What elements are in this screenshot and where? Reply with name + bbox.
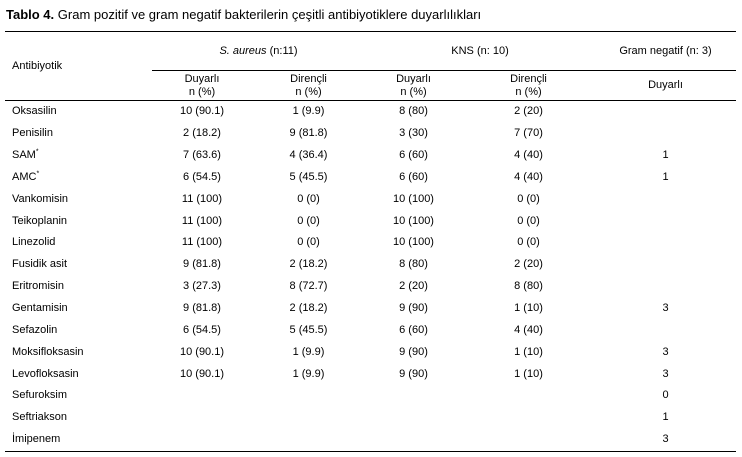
subheader-kns-sensitive-label: Duyarlı [396, 72, 431, 85]
cell-sa-r: 1 (9.9) [292, 367, 325, 380]
antibiotic-name-text: Sefuroksim [12, 389, 68, 402]
antibiotic-name [5, 101, 152, 123]
table-row [5, 385, 736, 407]
subheader-kns-resistant-label: Dirençli [510, 72, 547, 85]
cell-kns-r: 2 (20) [514, 258, 543, 271]
antibiotic-name-text: Gentamisin [12, 302, 68, 315]
cell-gn [595, 210, 736, 232]
footnote-mark: * [36, 170, 40, 178]
cell-sa-r: 0 (0) [297, 214, 320, 227]
antibiotic-name-text: Oksasilin [12, 105, 57, 118]
cell-sa-r: 2 (18.2) [289, 302, 328, 315]
footnote-mark: * [35, 148, 39, 156]
caption-text: Gram pozitif ve gram negatif bakterilerin çeşitli antibiyotiklere duyarlılıkları [54, 7, 482, 22]
cell-sa-r [252, 429, 365, 451]
antibiotic-name [5, 254, 152, 276]
antibiotic-name-text: İmipenem [12, 433, 61, 446]
table-row [5, 407, 736, 429]
cell-gn: 3 [662, 345, 669, 358]
antibiotic-name-text: Linezolid [12, 236, 56, 249]
cell-kns-s: 6 (60) [399, 170, 428, 183]
table-row [5, 210, 736, 232]
antibiotic-name [5, 407, 152, 429]
antibiotic-name [5, 319, 152, 341]
cell-kns-s: 10 (100) [393, 192, 434, 205]
cell-kns-s: 6 (60) [399, 149, 428, 162]
cell-gn [595, 319, 736, 341]
subheader-sa-resistant-unit: n (%) [295, 85, 322, 98]
cell-gn: 0 [662, 389, 669, 402]
cell-kns-r: 1 (10) [514, 367, 543, 380]
cell-kns-s [365, 385, 462, 407]
cell-gn: 3 [662, 433, 669, 446]
cell-kns-r: 4 (40) [514, 149, 543, 162]
cell-kns-s: 8 (80) [399, 105, 428, 118]
cell-sa-r: 1 (9.9) [292, 345, 325, 358]
cell-sa-s [152, 429, 252, 451]
table-row [5, 167, 736, 189]
cell-gn [595, 101, 736, 123]
subheader-sa-sensitive [152, 71, 252, 101]
cell-sa-s: 11 (100) [181, 214, 223, 227]
table-row [5, 429, 736, 451]
antibiotic-name-text: Vankomisin [12, 192, 69, 205]
subheader-sa-sensitive-label: Duyarlı [184, 72, 220, 85]
cell-sa-r: 0 (0) [297, 192, 320, 205]
cell-sa-s [152, 407, 252, 429]
cell-gn: 3 [662, 367, 669, 380]
cell-kns-r: 4 (40) [514, 170, 543, 183]
cell-sa-r: 1 (9.9) [292, 105, 325, 118]
cell-kns-r: 0 (0) [517, 236, 540, 249]
cell-kns-r: 1 (10) [514, 302, 543, 315]
cell-sa-r: 2 (18.2) [289, 258, 328, 271]
subheader-kns-resistant [462, 71, 595, 101]
cell-gn: 1 [662, 411, 669, 424]
antibiotic-name [5, 123, 152, 145]
cell-sa-r: 0 (0) [297, 236, 320, 249]
cell-kns-r [462, 407, 595, 429]
cell-sa-s: 11 (100) [181, 236, 223, 249]
header-antibiotic: Antibiyotik [12, 59, 63, 72]
cell-kns-r: 8 (80) [514, 280, 543, 293]
cell-sa-s: 3 (27.3) [183, 280, 221, 293]
antibiotic-name-text: AMC [12, 170, 37, 183]
cell-kns-s [365, 407, 462, 429]
cell-sa-s: 9 (81.8) [183, 258, 221, 271]
cell-sa-s: 6 (54.5) [183, 170, 221, 183]
cell-kns-s: 3 (30) [399, 127, 428, 140]
cell-sa-s: 10 (90.1) [179, 367, 225, 380]
table-body [5, 101, 736, 452]
table-row [5, 276, 736, 298]
cell-gn: 3 [662, 302, 669, 315]
table-row [5, 145, 736, 167]
cell-kns-s: 8 (80) [399, 258, 428, 271]
cell-sa-s: 10 (90.1) [179, 105, 225, 118]
cell-gn [595, 188, 736, 210]
antibiotic-name-text: Penisilin [12, 127, 53, 140]
cell-kns-s [365, 429, 462, 451]
cell-kns-s: 9 (90) [399, 302, 428, 315]
subheader-kns-sensitive [365, 71, 462, 101]
cell-gn [595, 123, 736, 145]
subheader-gn-sensitive: Duyarlı [648, 79, 683, 91]
table-row [5, 232, 736, 254]
subheader-kns-sensitive-unit: n (%) [400, 85, 427, 98]
cell-sa-r: 5 (45.5) [289, 323, 328, 336]
susceptibility-table [5, 31, 736, 452]
cell-gn: 1 [662, 149, 669, 162]
cell-kns-r: 1 (10) [514, 345, 543, 358]
antibiotic-name [5, 188, 152, 210]
cell-kns-s: 2 (20) [399, 280, 428, 293]
table-caption [6, 7, 481, 22]
subheader-sa-sensitive-unit: n (%) [188, 85, 216, 98]
cell-sa-s [152, 385, 252, 407]
cell-sa-s: 9 (81.8) [183, 302, 221, 315]
antibiotic-name [5, 145, 152, 167]
antibiotic-name [5, 385, 152, 407]
header-s-aureus-n: (n:11) [266, 44, 298, 57]
antibiotic-name-text: Levofloksasin [12, 367, 79, 380]
antibiotic-name-text: Seftriakson [12, 411, 68, 424]
antibiotic-name [5, 341, 152, 363]
caption-label: Tablo 4. [6, 7, 55, 22]
cell-sa-r [252, 407, 365, 429]
antibiotic-name-text: SAM [12, 149, 36, 162]
header-gram-negative: Gram negatif (n: 3) [595, 32, 736, 71]
cell-sa-r: 4 (36.4) [289, 149, 328, 162]
cell-gn [595, 254, 736, 276]
antibiotic-name [5, 429, 152, 451]
subheader-kns-resistant-unit: n (%) [515, 85, 542, 98]
subheader-sa-resistant [252, 71, 365, 101]
table-row [5, 319, 736, 341]
cell-kns-r [462, 429, 595, 451]
antibiotic-name [5, 167, 152, 189]
cell-sa-s: 11 (100) [181, 192, 223, 205]
antibiotic-name [5, 210, 152, 232]
cell-sa-s: 6 (54.5) [183, 323, 221, 336]
cell-kns-s: 9 (90) [399, 345, 428, 358]
antibiotic-name [5, 298, 152, 320]
cell-kns-r [462, 385, 595, 407]
table-row [5, 363, 736, 385]
antibiotic-name-text: Fusidik asit [12, 258, 68, 271]
table-row [5, 298, 736, 320]
cell-kns-s: 9 (90) [399, 367, 428, 380]
table-row [5, 101, 736, 123]
subheader-sa-resistant-label: Dirençli [290, 72, 327, 85]
cell-kns-r: 0 (0) [517, 192, 540, 205]
antibiotic-name-text: Teikoplanin [12, 214, 68, 227]
cell-sa-r [252, 385, 365, 407]
cell-sa-r: 8 (72.7) [289, 280, 328, 293]
cell-sa-r: 9 (81.8) [289, 127, 328, 140]
antibiotic-name [5, 232, 152, 254]
antibiotic-name-text: Eritromisin [12, 280, 64, 293]
header-kns: KNS (n: 10) [365, 32, 595, 71]
table-row [5, 188, 736, 210]
cell-sa-r: 5 (45.5) [289, 170, 328, 183]
cell-kns-s: 10 (100) [393, 214, 434, 227]
cell-sa-s: 7 (63.6) [183, 149, 221, 162]
cell-kns-s: 10 (100) [393, 236, 434, 249]
antibiotic-name-text: Moksifloksasin [12, 345, 84, 358]
header-s-aureus-species: S. aureus [219, 44, 267, 57]
antibiotic-name-text: Sefazolin [12, 323, 58, 336]
antibiotic-name [5, 363, 152, 385]
cell-kns-r: 7 (70) [514, 127, 543, 140]
cell-gn [595, 232, 736, 254]
table-row [5, 123, 736, 145]
cell-gn: 1 [662, 170, 669, 183]
cell-kns-r: 2 (20) [514, 105, 543, 118]
header-s-aureus [152, 32, 365, 71]
cell-gn [595, 276, 736, 298]
cell-kns-r: 0 (0) [517, 214, 540, 227]
cell-kns-s: 6 (60) [399, 323, 428, 336]
cell-kns-r: 4 (40) [514, 323, 543, 336]
table-row [5, 341, 736, 363]
table-row [5, 254, 736, 276]
cell-sa-s: 10 (90.1) [179, 345, 225, 358]
cell-sa-s: 2 (18.2) [183, 127, 221, 140]
antibiotic-name [5, 276, 152, 298]
